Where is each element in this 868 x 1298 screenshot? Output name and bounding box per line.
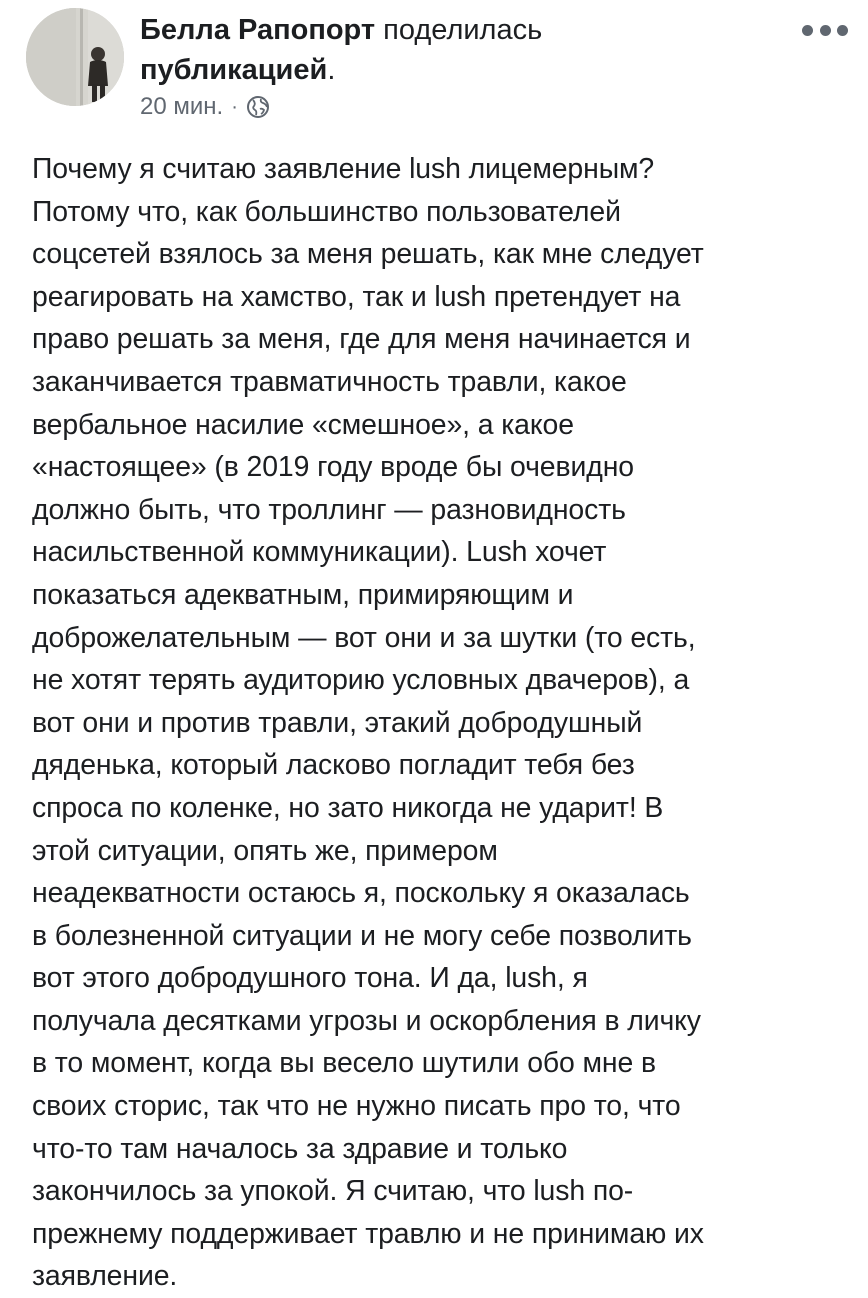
- post-text-line: этой ситуации, опять же, примером: [32, 834, 498, 867]
- meta-separator: ·: [231, 95, 238, 118]
- post-text-line: закончилось за упокой. Я считаю, что lush по-: [32, 1175, 634, 1208]
- action-period: .: [327, 54, 336, 86]
- post-text-line: своих сторис, так что не нужно писать про то, что: [32, 1090, 681, 1123]
- post-text-line: получала десятками угрозы и оскорбления в личку: [32, 1004, 701, 1037]
- post-text-line: в болезненной ситуации и не могу себе позволить: [32, 919, 692, 952]
- post-timestamp[interactable]: 20 мин.: [140, 93, 224, 120]
- post-text-line: «настоящее» (в 2019 году вроде бы очевидно: [32, 451, 634, 484]
- post-text-line: Почему я считаю заявление lush лицемерным?: [32, 153, 655, 185]
- post-text-line: вот этого добродушного тона. И да, lush, я: [32, 962, 588, 995]
- more-dots-icon: [802, 25, 813, 36]
- post-text-line: насильственной коммуникации). Lush хочет: [32, 536, 607, 569]
- action-text: поделилась: [383, 14, 543, 46]
- post-text-line: реагировать на хамство, так и lush претендует на: [32, 280, 681, 313]
- post-text-line: показаться адекватным, примиряющим и: [32, 578, 574, 611]
- post-text-line: заканчивается травматичность травли, какое: [32, 365, 627, 398]
- avatar-photo: [26, 8, 124, 106]
- post-header: [0, 0, 868, 140]
- post-text-line: дяденька, который ласково погладит тебя без: [32, 749, 635, 782]
- post-text-line: вербальное насилие «смешное», а какое: [32, 408, 574, 441]
- post-text-line: вот они и против травли, этакий добродушный: [32, 706, 643, 739]
- post-text-line: спроса по коленке, но зато никогда не ударит! В: [32, 791, 664, 824]
- more-dot: [820, 25, 831, 36]
- avatar[interactable]: [26, 8, 124, 106]
- post-text-line: Потому что, как большинство пользователей: [32, 195, 621, 228]
- post-text-line: соцсетей взялось за меня решать, как мне следует: [32, 238, 704, 271]
- shared-post-link[interactable]: публикацией: [140, 54, 328, 86]
- author-line: [140, 10, 780, 90]
- post-text-line: должно быть, что троллинг — разновидность: [32, 493, 626, 526]
- post-text-line: прежнему поддерживает травлю и не принимаю их: [32, 1217, 704, 1250]
- post-text-line: неадекватности остаюсь я, поскольку я оказалась: [32, 877, 690, 910]
- post-text-line: право решать за меня, где для меня начинается и: [32, 323, 691, 356]
- post-text-line: доброжелательным — вот они и за шутки (то есть,: [32, 621, 696, 654]
- author-name[interactable]: Белла Рапопорт: [140, 14, 376, 46]
- more-options-button[interactable]: [802, 18, 848, 42]
- post-text: [32, 148, 840, 1298]
- post-text-line: что-то там началось за здравие и только: [32, 1132, 568, 1165]
- more-dot: [837, 25, 848, 36]
- post-text-line: заявление.: [32, 1260, 178, 1293]
- post-text-line: не хотят терять аудиторию условных двачеров), а: [32, 664, 690, 697]
- post-text-line: в то момент, когда вы весело шутили обо мне в: [32, 1047, 656, 1080]
- globe-icon[interactable]: [246, 95, 270, 119]
- post-meta: [140, 92, 270, 122]
